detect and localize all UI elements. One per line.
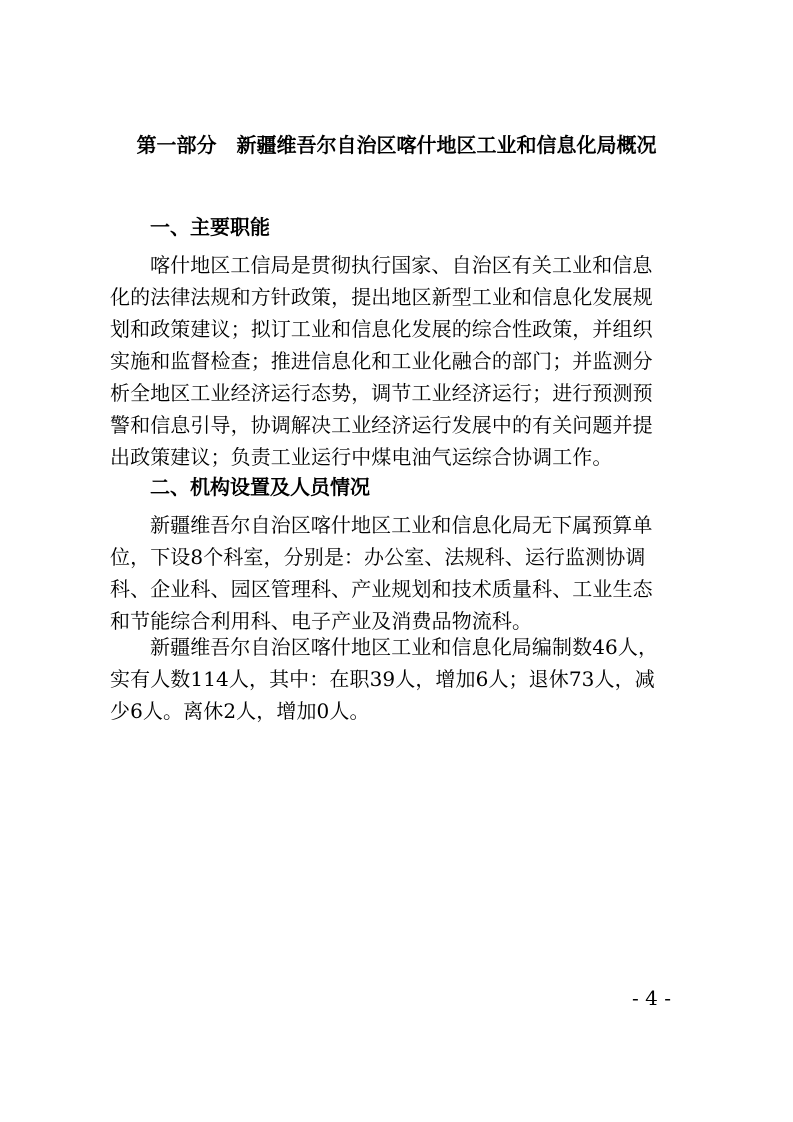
- paragraph-line: 警和信息引导，协调解决工业经济运行发展中的有关问题并提: [110, 413, 653, 437]
- paragraph-line: 出政策建议；负责工业运行中煤电油气运综合协调工作。: [110, 445, 613, 469]
- page-number: - 4 -: [632, 986, 671, 1010]
- paragraph-line: 化的法律法规和方针政策，提出地区新型工业和信息化发展规: [110, 285, 653, 309]
- paragraph-line: 喀什地区工信局是贯彻执行国家、自治区有关工业和信息: [150, 253, 653, 277]
- paragraph-line: 实有人数114人，其中：在职39人，增加6人；退休73人，减: [110, 667, 655, 691]
- paragraph-line: 科、企业科、园区管理科、产业规划和技术质量科、工业生态: [110, 577, 653, 601]
- page-title: 第一部分 新疆维吾尔自治区喀什地区工业和信息化局概况: [136, 133, 657, 157]
- paragraph-line: 新疆维吾尔自治区喀什地区工业和信息化局无下属预算单: [150, 513, 653, 537]
- paragraph-line: 析全地区工业经济运行态势，调节工业经济运行；进行预测预: [110, 381, 653, 405]
- paragraph-line: 实施和监督检查；推进信息化和工业化融合的部门；并监测分: [110, 349, 653, 373]
- paragraph-line: 少6人。离休2人，增加0人。: [110, 699, 370, 723]
- paragraph-line: 位，下设8个科室，分别是：办公室、法规科、运行监测协调: [110, 545, 646, 569]
- paragraph-line: 和节能综合利用科、电子产业及消费品物流科。: [110, 609, 533, 633]
- section-heading-main-functions: 一、主要职能: [150, 215, 270, 239]
- section-heading-organization: 二、机构设置及人员情况: [150, 475, 370, 499]
- paragraph-line: 新疆维吾尔自治区喀什地区工业和信息化局编制数46人，: [150, 635, 659, 659]
- paragraph-line: 划和政策建议；拟订工业和信息化发展的综合性政策，并组织: [110, 317, 653, 341]
